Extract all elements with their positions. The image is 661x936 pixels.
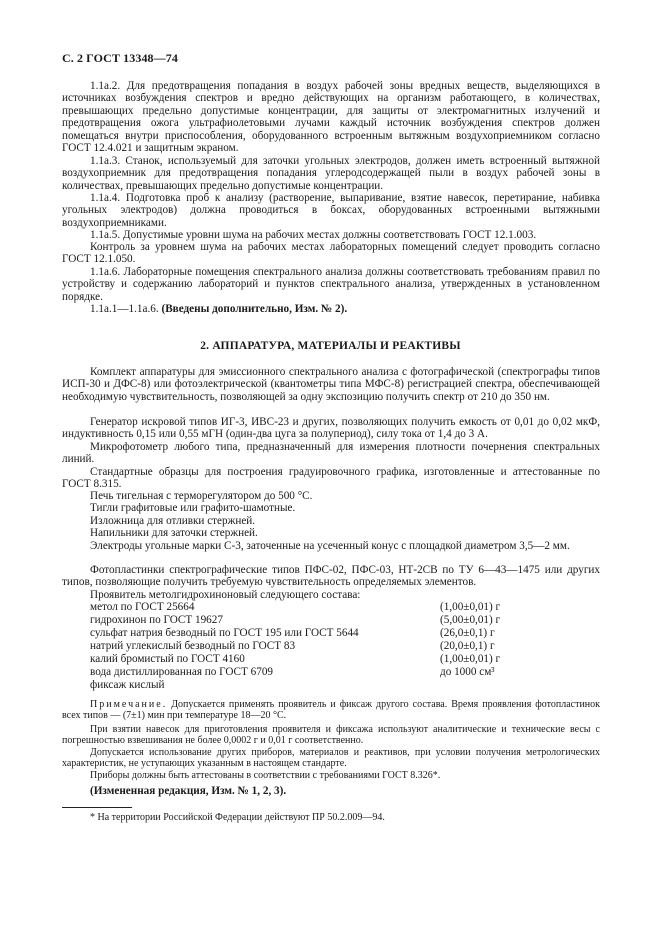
recipe-value: (1,00±0,01) г bbox=[440, 653, 501, 665]
crucible-furnace: Печь тигельная с терморегулятором до 500 °С. bbox=[90, 490, 313, 502]
note-1 bbox=[62, 699, 600, 721]
paragraph-1-1a-3: 1.1а.3. Станок, используемый для заточки угольных электродов, должен иметь встроенный вытяжной воздухоприемник для предотвращения попадания углеродсодержащей пыли в воздух рабочей зоны в количествах, превышающих предельно допустимые концентрации. bbox=[62, 155, 600, 192]
microphotometer: Микрофотометр любого типа, предназначенный для измерения плотности почернения спектральных линий. bbox=[62, 441, 600, 466]
footnote: * На территории Российской Федерации действуют ПР 50.2.009—94. bbox=[90, 812, 385, 823]
photoplates: Фотопластинки спектрографические типов ПФС-02, ПФС-03, НТ-2СВ по ТУ 6—43—1475 или других типов, позволяющие получить требуемую чувствительность определяемых элементов. bbox=[62, 564, 600, 589]
recipe-name: фиксаж кислый bbox=[90, 679, 165, 691]
note-3: Допускается использование других приборов, материалов и реактивов, при условии получения метрологических характеристик, не уступающих указанным в настоящем стандарте. bbox=[62, 747, 600, 770]
recipe-value: (1,00±0,01) г bbox=[440, 601, 501, 613]
recipe-value: (26,0±0,1) г bbox=[440, 627, 495, 639]
page-header: С. 2 ГОСТ 13348—74 bbox=[62, 51, 178, 65]
amended-edition: (Измененная редакция, Изм. № 1, 2, 3). bbox=[90, 785, 287, 797]
recipe-row bbox=[90, 653, 610, 666]
standard-samples: Стандартные образцы для построения градуировочного графика, изготовленные и аттестованные по ГОСТ 8.315. bbox=[62, 466, 600, 491]
footnote-divider bbox=[62, 807, 132, 808]
recipe-row bbox=[90, 640, 610, 653]
recipe-name: гидрохинон по ГОСТ 19627 bbox=[90, 614, 223, 626]
recipe-row bbox=[90, 614, 610, 627]
recipe-value: (5,00±0,01) г bbox=[440, 614, 501, 626]
recipe-row bbox=[90, 679, 610, 692]
amendment-note: (Введены дополнительно, Изм. № 2). bbox=[161, 303, 348, 315]
recipe-name: метол по ГОСТ 25664 bbox=[90, 601, 195, 613]
carbon-electrodes: Электроды угольные марки С-3, заточенные на усеченный конус с площадкой диаметром 3,5—2 мм. bbox=[90, 540, 570, 552]
section-title: 2. АППАРАТУРА, МАТЕРИАЛЫ И РЕАКТИВЫ bbox=[200, 340, 461, 352]
paragraph-1-1a-4: 1.1а.4. Подготовка проб к анализу (растворение, выпаривание, взятие навесок, перетирание, набивка угольных электродов) должна проводиться в боксах, оборудованных встроенными вытяжными воздухоприемниками. bbox=[62, 192, 600, 229]
paragraph-1-1a-6: 1.1а.6. Лабораторные помещения спектрального анализа должны соответствовать требованиям правил по устройству и содержанию лабораторий и пунктов спектрального анализа, утвержденных в установленном порядке. bbox=[62, 266, 600, 303]
equipment-kit: Комплект аппаратуры для эмиссионного спектрального анализа с фотографической (спектрографы типов ИСП-30 и ДФС-8) или фотоэлектрической (квантометры типа МФС-8) регистрацией спектра, обеспечивающей необходимую чувствительность, позволяющей за одну экспозицию получить спектр от 210 до 350 нм. bbox=[62, 366, 600, 403]
recipe-row bbox=[90, 666, 610, 679]
recipe-row bbox=[90, 627, 610, 640]
note-4: Приборы должны быть аттестованы в соответствии с требованиями ГОСТ 8.326*. bbox=[90, 770, 441, 781]
paragraph-1-1a-2: 1.1а.2. Для предотвращения попадания в воздух рабочей зоны вредных веществ, выделяющихся в источниках возбуждения спектров и вредно действующих на организм работающего, в количествах, превышающих предельно допустимые концентрации, для защиты от электромагнитных излучений и предотвращения ожога ультрафиолетовыми лучами каждый источник возбуждения спектров должен помещаться внутри приспособления, оборудованного встроенным вытяжным воздухоприемником согласно ГОСТ 12.4.021 и защитным экраном. bbox=[62, 80, 600, 155]
recipe-value: (20,0±0,1) г bbox=[440, 640, 495, 652]
paragraph-noise-control: Контроль за уровнем шума на рабочих местах лабораторных помещений следует проводить согласно ГОСТ 12.1.050. bbox=[62, 241, 600, 266]
spark-generator: Генератор искровой типов ИГ-3, ИВС-23 и других, позволяющих получить емкость от 0,01 до 0,02 мкФ, индуктивность 0,15 или 0,55 мГН (один-два цуга за полупериод), силу тока от 1,4 до 3 А. bbox=[62, 416, 600, 441]
paragraph-1-1a-5: 1.1а.5. Допустимые уровни шума на рабочих местах должны соответствовать ГОСТ 12.1.003. bbox=[90, 229, 537, 241]
recipe-name: сульфат натрия безводный по ГОСТ 195 или ГОСТ 5644 bbox=[90, 627, 359, 639]
recipe-name: вода дистиллированная по ГОСТ 6709 bbox=[90, 666, 274, 678]
files: Напильники для заточки стержней. bbox=[90, 527, 258, 539]
crucibles: Тигли графитовые или графито-шамотные. bbox=[90, 502, 296, 514]
paragraph-amendment-2 bbox=[62, 303, 600, 315]
recipe-name: калий бромистый по ГОСТ 4160 bbox=[90, 653, 245, 665]
note-text: Допускается применять проявитель и фиксаж другого состава. Время проявления фотопластинок всех типов — (7±1) мин при температуре 18—20 °С. bbox=[62, 699, 601, 722]
recipe-name: натрий углекислый безводный по ГОСТ 83 bbox=[90, 640, 296, 652]
recipe-value: до 1000 см³ bbox=[440, 666, 495, 678]
casting-mold: Изложница для отливки стержней. bbox=[90, 515, 256, 527]
note-2: При взятии навесок для приготовления проявителя и фиксажа используют аналитические и технические весы с погрешностью взвешивания не более 0,0002 г и 0,01 г соответственно. bbox=[62, 724, 600, 747]
amendment-range: 1.1а.1—1.1а.6. bbox=[90, 303, 159, 315]
recipe-row bbox=[90, 601, 610, 614]
note-label: Примечание. bbox=[90, 699, 168, 710]
developer-intro: Проявитель метолгидрохиноновый следующего состава: bbox=[90, 589, 361, 601]
